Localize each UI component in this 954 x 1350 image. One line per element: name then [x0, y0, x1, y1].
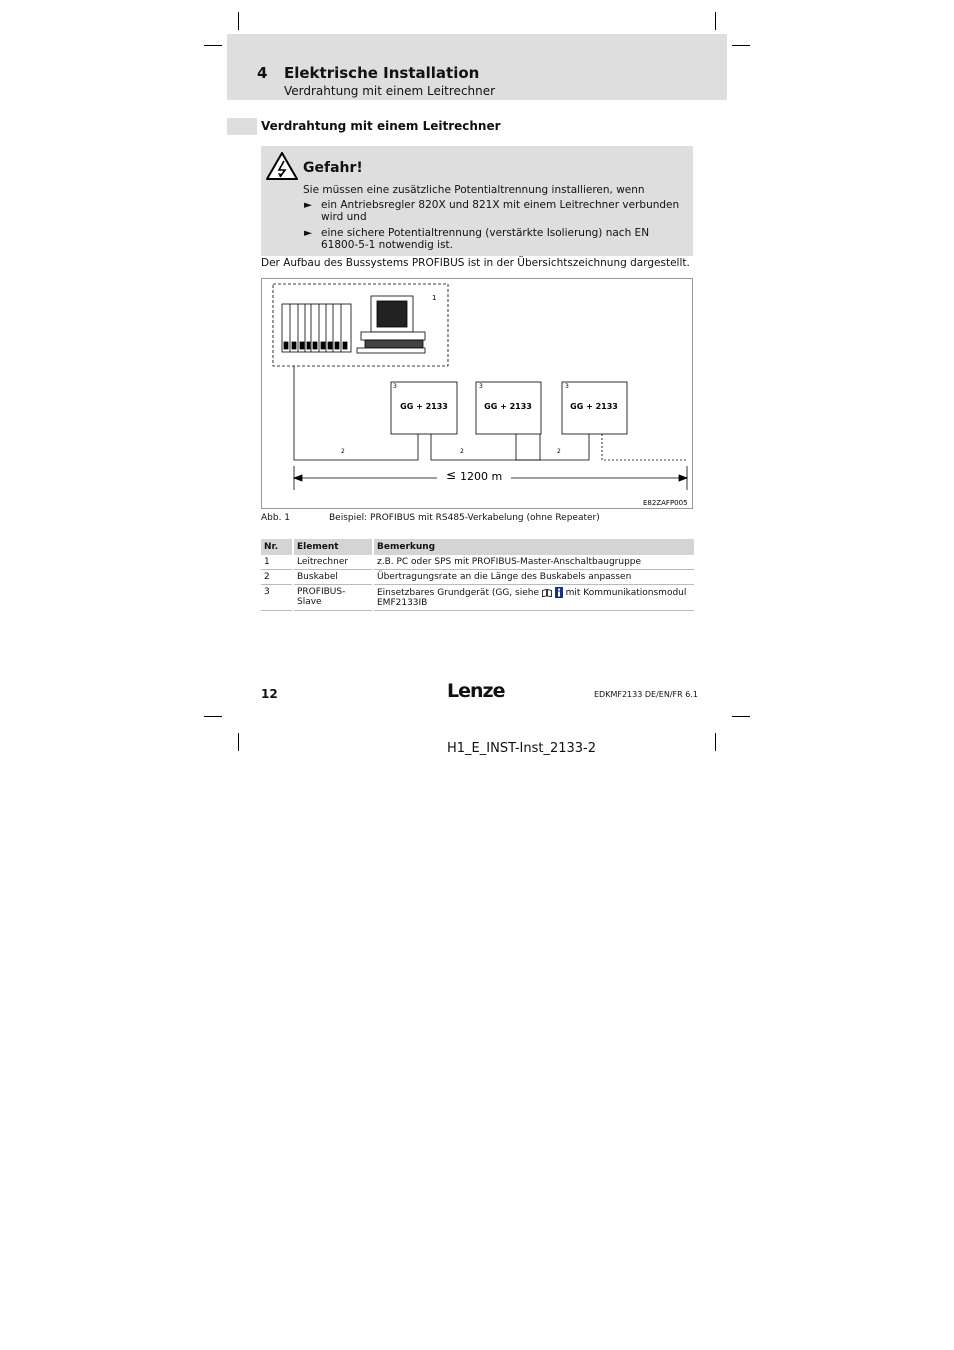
crop-mark — [732, 716, 750, 717]
danger-intro: Sie müssen eine zusätzliche Potentialtrennung installieren, wenn — [303, 184, 645, 196]
crop-mark — [204, 45, 222, 46]
slave-label: GG + 2133 — [570, 402, 618, 411]
table-row — [261, 555, 694, 570]
table-header: Nr. — [261, 539, 293, 555]
remark-text: Einsetzbares Grundgerät (GG, siehe — [377, 588, 539, 598]
table-header: Element — [293, 539, 373, 555]
table-cell: Leitrechner — [293, 555, 373, 570]
intro-paragraph: Der Aufbau des Bussystems PROFIBUS ist in der Übersichtszeichnung dargestellt. — [261, 257, 690, 269]
table-row — [261, 585, 694, 611]
danger-bullet: ein Antriebsregler 820X und 821X mit einem Leitrechner verbunden wird und — [321, 199, 680, 223]
slave-device-box — [562, 382, 627, 434]
profibus-topology-diagram — [261, 278, 693, 509]
section-marker — [227, 118, 257, 135]
job-name: H1_E_INST-Inst_2133-2 — [447, 741, 596, 756]
crop-mark — [732, 45, 750, 46]
remark-text: mit Kommunikationsmodul EMF2133IB — [377, 588, 687, 608]
bullet-arrow-icon: ► — [304, 227, 313, 239]
chapter-title: Elektrische Installation — [284, 64, 480, 82]
table-cell: 1 — [261, 555, 293, 570]
chapter-subtitle: Verdrahtung mit einem Leitrechner — [284, 84, 496, 98]
danger-bullet: eine sichere Potentialtrennung (verstärkte Isolierung) nach EN 61800-5-1 notwendig ist. — [321, 227, 650, 251]
book-icon — [542, 589, 552, 597]
table-cell: z.B. PC oder SPS mit PROFIBUS-Master-Anschaltbaugruppe — [373, 555, 694, 570]
plc-rack-icon — [282, 304, 351, 352]
section-title: Verdrahtung mit einem Leitrechner — [261, 119, 501, 133]
cable-label: 2 — [341, 448, 345, 455]
danger-title: Gefahr! — [303, 160, 363, 176]
label-master-number: 1 — [432, 294, 437, 302]
pc-workstation-icon — [357, 296, 425, 353]
high-voltage-warning-icon — [266, 152, 298, 180]
table-cell: 2 — [261, 570, 293, 585]
crop-mark — [204, 716, 222, 717]
legend-table — [261, 539, 694, 611]
page-number: 12 — [261, 687, 278, 701]
slave-device-box — [391, 382, 457, 434]
slave-device-box — [476, 382, 541, 434]
length-label: 1200 m — [460, 470, 503, 483]
table-header-row — [261, 539, 694, 555]
slave-number: 3 — [479, 383, 483, 390]
chapter-number: 4 — [257, 64, 268, 82]
slave-label: GG + 2133 — [484, 402, 532, 411]
figure-id: E82ZAFP005 — [643, 499, 688, 507]
crop-mark — [238, 12, 239, 30]
table-cell: Übertragungsrate an die Länge des Buskabels anpassen — [373, 570, 694, 585]
slave-number: 3 — [565, 383, 569, 390]
table-cell — [373, 585, 694, 611]
slave-number: 3 — [393, 383, 397, 390]
document-reference: EDKMF2133 DE/EN/FR 6.1 — [594, 690, 698, 699]
table-cell: Buskabel — [293, 570, 373, 585]
table-cell: PROFIBUS-Slave — [293, 585, 373, 611]
caption-text: Beispiel: PROFIBUS mit RS485-Verkabelung (ohne Repeater) — [329, 513, 600, 523]
table-cell: 3 — [261, 585, 293, 611]
bullet-arrow-icon: ► — [304, 199, 313, 211]
caption-label: Abb. 1 — [261, 513, 291, 523]
lenze-logo: Lenze — [447, 680, 505, 702]
length-symbol: ≤ — [446, 468, 457, 482]
table-header: Bemerkung — [373, 539, 694, 555]
crop-mark — [715, 12, 716, 30]
cable-label: 2 — [557, 448, 561, 455]
cable-label: 2 — [460, 448, 464, 455]
crop-mark — [238, 733, 239, 751]
info-icon — [555, 587, 563, 598]
slave-label: GG + 2133 — [400, 402, 448, 411]
table-row — [261, 570, 694, 585]
crop-mark — [715, 733, 716, 751]
